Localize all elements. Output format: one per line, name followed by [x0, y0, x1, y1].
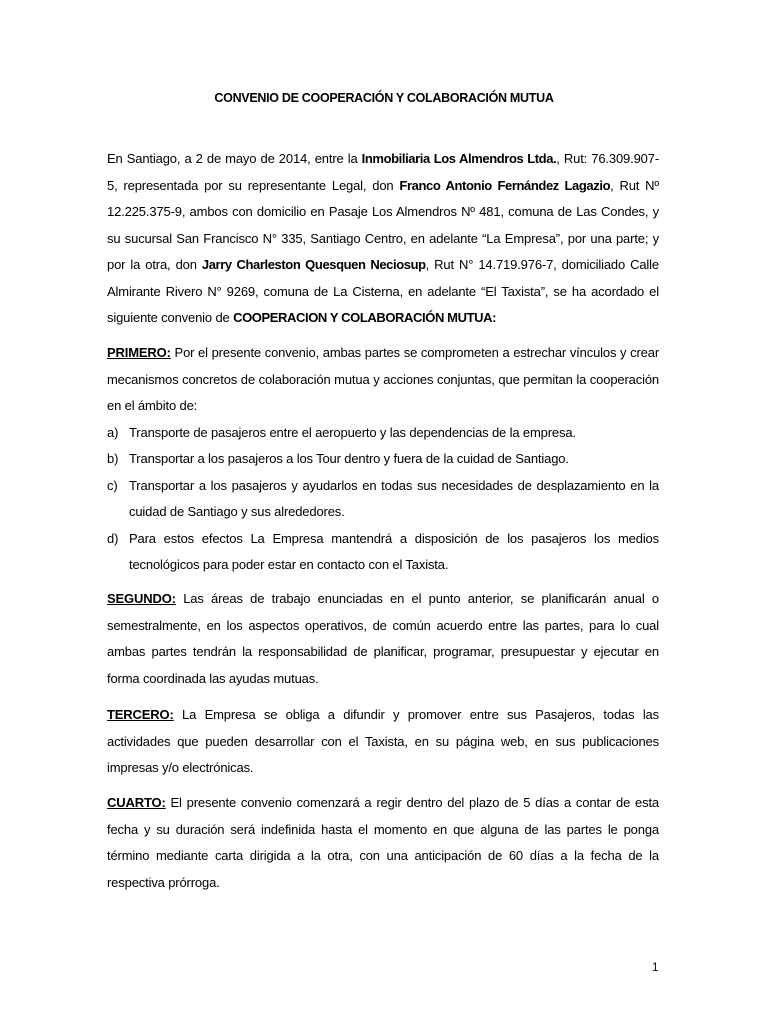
document-title: CONVENIO DE COOPERACIÓN Y COLABORACIÓN MUTUA	[214, 91, 554, 105]
list-item	[107, 526, 659, 579]
clause-primero-label: PRIMERO:	[107, 345, 171, 360]
list-item-marker: b)	[107, 451, 119, 466]
driver-name: Jarry Charleston Quesquen Neciosup	[201, 257, 426, 272]
clause-segundo-label: SEGUNDO:	[107, 591, 176, 606]
clause-primero-body: Por el presente convenio, ambas partes se comprometen a estrechar vínculos y crear mecanismos concretos de colaboración mutua y acciones conjuntas, que permitan la cooperación en el ámbito de:	[107, 345, 659, 413]
clause-cuarto-body: El presente convenio comenzará a regir dentro del plazo de 5 días a contar de esta fecha y su duración será indefinida hasta el momento en que alguna de las partes le ponga término mediante carta dirigida a la otra, con una anticipación de 60 días a la fecha de la respectiva prórroga.	[107, 795, 659, 890]
clause-tercero-label: TERCERO:	[107, 707, 174, 722]
list-item-text: Para estos efectos La Empresa mantendrá a disposición de los pasajeros los medios tecnológicos para poder estar en contacto con el Taxista.	[129, 530, 659, 572]
list-item-marker: d)	[107, 530, 119, 546]
clause-segundo-body: Las áreas de trabajo enunciadas en el punto anterior, se planificarán anual o semestralmente, en los aspectos operativos, de común acuerdo entre las partes, para lo cual ambas partes tendrán la responsabilidad de planificar, programar, presupuestar y ejecutar en forma coordinada las ayudas mutuas.	[107, 591, 659, 686]
company-name: Inmobiliaria Los Almendros Ltda.	[361, 151, 557, 166]
intro-text-1: En Santiago, a 2 de mayo de 2014, entre la	[107, 151, 362, 166]
intro-text-4: , Rut N° 14.719.976-7, domiciliado Calle Almirante Rivero N° 9269, comuna de La Cisterna, en adelante “El Taxista”, se ha acordado el siguiente convenio de	[107, 257, 659, 325]
list-item-text: Transportar a los pasajeros a los Tour dentro y fuera de la cuidad de Santiago.	[129, 451, 569, 466]
list-item-text: Transporte de pasajeros entre el aeropuerto y las dependencias de la empresa.	[129, 424, 576, 440]
representative-name: Franco Antonio Fernández Lagazio	[399, 177, 611, 193]
page-number: 1	[652, 962, 659, 974]
clause-tercero-body: La Empresa se obliga a difundir y promover entre sus Pasajeros, todas las actividades que pueden desarrollar con el Taxista, en su página web, en sus publicaciones impresas y/o electrónicas.	[107, 707, 659, 775]
clause-primero	[107, 340, 659, 579]
list-item	[107, 446, 659, 473]
clause-cuarto	[107, 790, 659, 896]
intro-paragraph	[107, 146, 659, 332]
clause-cuarto-label: CUARTO:	[107, 795, 166, 810]
intro-text-3: , Rut Nº 12.225.375-9, ambos con domicilio en Pasaje Los Almendros Nº 481, comuna de Las Condes, y su sucursal San Francisco N° 335, Santiago Centro, en adelante “La Empresa”, por una parte; y por la otra, don	[107, 177, 659, 272]
clause-primero-text	[107, 340, 659, 420]
agreement-name: COOPERACION Y COLABORACIÓN MUTUA:	[233, 310, 497, 325]
list-item	[107, 473, 659, 526]
clause-tercero	[107, 702, 659, 782]
list-item-marker: a)	[107, 424, 119, 440]
list-item-marker: c)	[107, 477, 118, 493]
clause-segundo	[107, 586, 659, 692]
clause-primero-list	[107, 420, 659, 579]
intro-text-2: , Rut: 76.309.907-5, representada por su representante Legal, don	[107, 151, 659, 193]
list-item	[107, 420, 659, 447]
list-item-text: Transportar a los pasajeros y ayudarlos en todas sus necesidades de desplazamiento en la cuidad de Santiago y sus alrededores.	[129, 477, 659, 519]
